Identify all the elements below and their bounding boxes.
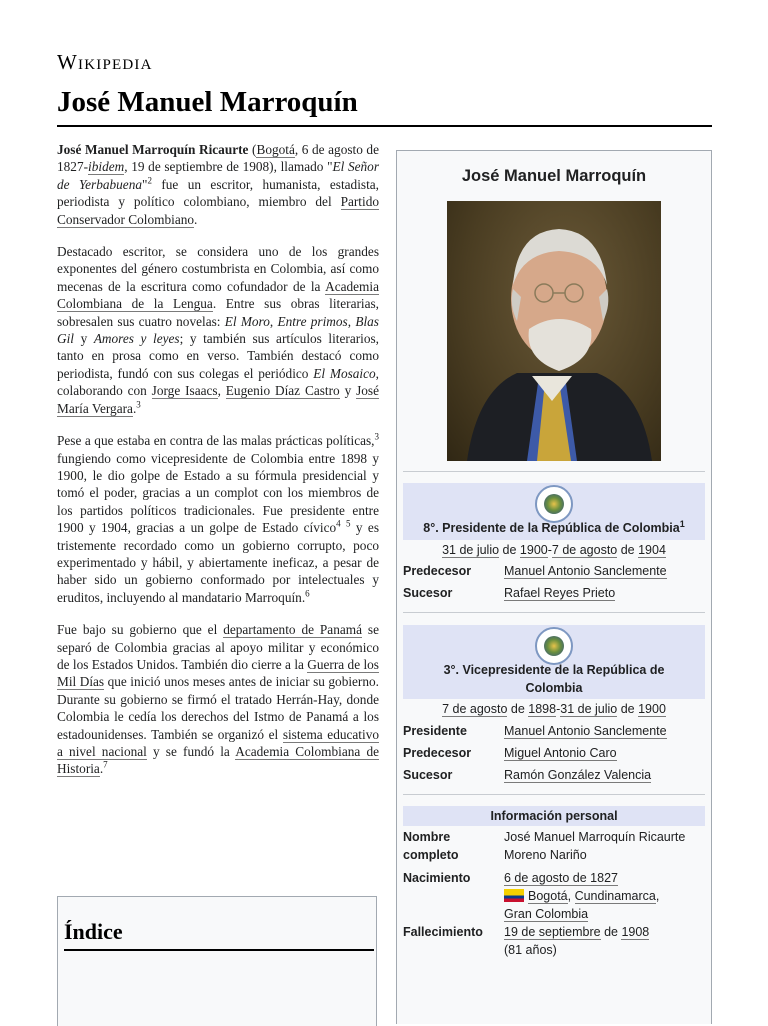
reference-link[interactable]: 6 — [305, 588, 310, 599]
predecessor-label: Predecesor — [403, 564, 472, 578]
birth-label: Nacimiento — [403, 871, 471, 885]
term-end-year[interactable]: 1900 — [638, 702, 666, 716]
term-start-year[interactable]: 1898 — [528, 702, 557, 716]
death-label: Fallecimiento — [403, 925, 483, 939]
full-name-value: José Manuel Marroquín Ricaurte Moreno Nariño — [504, 830, 686, 862]
birth-city-link[interactable]: Bogotá — [528, 889, 568, 903]
article-link[interactable]: departamento de Panamá — [223, 622, 363, 638]
office-header-president — [403, 483, 705, 540]
coat-of-arms-icon[interactable] — [535, 485, 573, 523]
toc-title: Índice — [64, 919, 123, 944]
coat-of-arms-icon[interactable] — [535, 627, 573, 665]
table-of-contents — [57, 896, 377, 1026]
successor-link[interactable]: Rafael Reyes Prieto — [504, 586, 616, 600]
article-link[interactable]: sistema educativo a nivel nacional — [57, 726, 379, 759]
page-title: José Manuel Marroquín — [57, 86, 358, 118]
italic-text: Amores y leyes — [93, 331, 180, 347]
personal-info-title: Información personal — [490, 809, 618, 823]
office-title[interactable]: 8°. Presidente de la República de Colombia$^1$ — [423, 518, 685, 535]
title-divider — [57, 125, 712, 127]
successor-label: Sucesor — [403, 768, 453, 782]
reference-link[interactable]: 5 — [346, 518, 351, 529]
article-subject: José Manuel Marroquín Ricaurte — [57, 142, 249, 157]
wikipedia-wordmark[interactable]: Wikipedia — [57, 50, 153, 74]
article-paragraph: José Manuel Marroquín Ricaurte (Bogotá, 6 de agosto de 1827-ibidem, 19 de septiembre de 1908), llamado "El Señor de Yerbabuena"$^2$ fue un escritor, humanista, estadista, periodista y político colombiano, miembro del Partido Conservador Colombiano. — [57, 142, 379, 227]
term-dates: 31 de julio de 1900-7 de agosto de 1904 — [442, 543, 666, 557]
article-link[interactable]: Jorge Isaacs — [151, 383, 218, 399]
article-link[interactable]: Bogotá — [256, 142, 295, 157]
president-link[interactable]: Manuel Antonio Sanclemente — [504, 724, 667, 738]
predecessor-link[interactable]: Miguel Antonio Caro — [504, 746, 617, 760]
full-name-label: Nombre completo — [403, 830, 459, 862]
reference-link[interactable]: 2 — [147, 175, 152, 186]
president-label: Presidente — [403, 724, 467, 738]
portrait-illustration — [447, 201, 661, 461]
predecessor-link[interactable]: Manuel Antonio Sanclemente — [504, 564, 667, 578]
predecessor-label: Predecesor — [403, 746, 472, 760]
infobox-title: José Manuel Marroquín — [461, 167, 647, 185]
term-end-day[interactable]: 31 de julio — [560, 702, 618, 716]
death-age: (81 años) — [504, 943, 557, 957]
office-title[interactable]: 3°. Vicepresidente de la República de Colombia — [443, 663, 665, 695]
article-link[interactable]: Partido Conservador Colombiano — [57, 194, 379, 227]
portrait-image[interactable] — [447, 201, 661, 461]
birth-value: 6 de agosto de 1827 Bogotá, Cundinamarca, Gran Colombia — [504, 871, 660, 921]
death-value: 19 de septiembre de 1908 (81 años) — [504, 925, 650, 957]
italic-text: El Mosaico — [313, 365, 376, 381]
reference-link[interactable]: 7 — [103, 759, 108, 770]
italic-text: El Moro — [224, 313, 270, 329]
death-day-link[interactable]: 19 de septiembre — [504, 925, 601, 939]
article-link[interactable]: Academia Colombiana de Historia — [57, 744, 379, 777]
term-start-day[interactable]: 31 de julio — [442, 543, 500, 557]
birth-region-link[interactable]: Cundinamarca — [574, 889, 656, 903]
article-link[interactable]: Academia Colombiana de la Lengua — [57, 278, 379, 312]
infobox-divider — [403, 471, 705, 472]
term-start-day[interactable]: 7 de agosto — [442, 702, 508, 716]
birth-date-link[interactable]: 6 de agosto de 1827 — [504, 871, 618, 885]
successor-link[interactable]: Ramón González Valencia — [504, 768, 652, 782]
reference-link[interactable]: 3 — [136, 399, 141, 410]
infobox — [396, 150, 712, 1024]
personal-info-header — [403, 806, 705, 826]
article-link[interactable]: Guerra de los Mil Días — [57, 656, 379, 690]
infobox-divider — [403, 612, 705, 613]
infobox-divider — [403, 794, 705, 795]
flag-icon — [504, 889, 524, 902]
article-link[interactable]: Eugenio Díaz Castro — [225, 383, 340, 399]
term-start-year[interactable]: 1900 — [519, 543, 548, 557]
term-end-year[interactable]: 1904 — [638, 543, 666, 557]
article-link[interactable]: ibidem — [88, 159, 125, 175]
article-paragraph: Destacado escritor, se considera uno de los grandes exponentes del género costumbrista en Colombia, así como mecenas de la escritura como cofundador de la Academia Colombiana de la Lengua. Entre sus obras literarias, sobresalen sus cuatro novelas: El Moro, Entre primos, Blas Gil y Amores y leyes; y también sus artículos literarios, tanto en prosa como en verso. También destacó como periodista, fundó con sus colegas el periódico El Mosaico, colaborando con Jorge Isaacs, Eugenio Díaz Castro y José María Vergara.$^3$ — [57, 244, 380, 416]
office-header-vicepresident — [403, 625, 705, 699]
toc-divider — [64, 949, 374, 951]
term-end-day[interactable]: 7 de agosto — [551, 543, 618, 557]
article-link[interactable]: José María Vergara — [57, 383, 379, 416]
italic-text: Blas Gil — [57, 313, 379, 347]
italic-text: Entre primos — [277, 313, 348, 329]
reference-link[interactable]: 4 — [336, 518, 341, 529]
death-year-link[interactable]: 1908 — [621, 925, 650, 939]
reference-link[interactable]: 3 — [374, 431, 379, 442]
successor-label: Sucesor — [403, 586, 453, 600]
article-paragraph: Pese a que estaba en contra de las malas prácticas políticas,$^3$ fungiendo como vicepresidente de Colombia entre 1898 y 1900, le dio golpe de Estado a su fórmula presidencial y tomó el poder, gracias a un complot con los miembros de los partidos políticos tradicionales. Fue presidente entre 1900 y 1904, gracias a un golpe de Estado cívico$^4$ $^5$ y es tristemente recordado como un gobierno corrupto, poco experimentado y hábil, y abiertamente ineficaz, a pesar de haber sido un gobierno conformado por intelectuales y eruditos, incluyendo al mandatario Marroquín.$^6$ — [57, 431, 380, 605]
term-dates: 7 de agosto de 1898-31 de julio de 1900 — [442, 702, 666, 716]
italic-text: El Señor de Yerbabuena — [57, 159, 379, 192]
article-body — [57, 141, 379, 793]
article-paragraph: Fue bajo su gobierno que el departamento de Panamá se separó de Colombia gracias al apoyo militar y económico de los Estados Unidos. También dio cierre a la Guerra de los Mil Días que inició unos meses antes de iniciar su gobierno. Durante su gobierno se firmó el tratado Herrán-Hay, donde Colombia le cedía los derechos del Istmo de Panamá a los estadounidenses. También se organizó el sistema educativo a nivel nacional y se fundó la Academia Colombiana de Historia.$^7$ — [57, 622, 380, 777]
birth-country-link[interactable]: Gran Colombia — [504, 907, 589, 921]
